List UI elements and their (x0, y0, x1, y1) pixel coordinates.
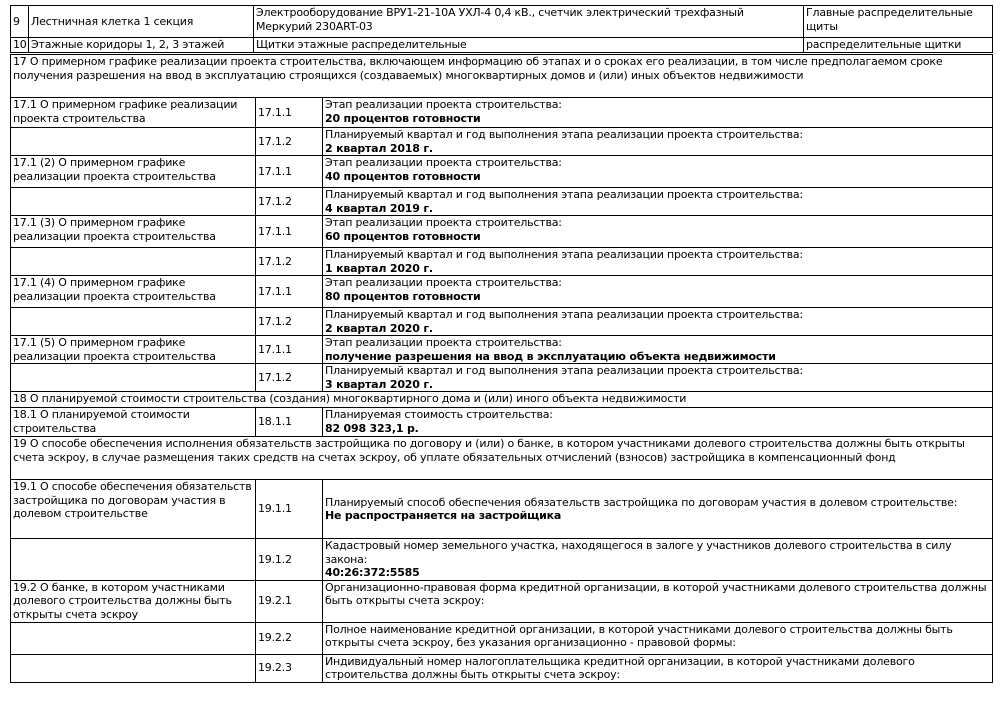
stage-label-empty (11, 308, 256, 336)
row-code (256, 622, 323, 654)
code-text: 17.1.1 (258, 164, 292, 178)
stage-code (256, 336, 323, 364)
field-text: Этап реализации проекта строительства: (325, 156, 562, 169)
label-text: 19.1 О способе обеспечения обязательств застройщика по договорам участия в долевом строительстве (13, 480, 252, 520)
field-value: 40:26:372:5585 (325, 566, 420, 579)
project-info-table (10, 54, 993, 683)
field-text: Планируемая стоимость строительства: (325, 408, 553, 421)
equipment-text: Электрооборудование ВРУ1-21-10А УХЛ-4 0,4 кВ., счетчик электрический трехфазный Меркурий 230ART-03 (256, 6, 744, 33)
cell-purpose (804, 38, 993, 53)
label-text: 17.1 (5) О примерном графике реализации проекта строительства (13, 336, 216, 363)
stage-row (11, 216, 993, 248)
field-text: Индивидуальный номер налогоплательщика кредитной организации, в которой участниками долевого строительства должны быть открыты счета эскроу: (325, 654, 915, 681)
code-text: 19.1.1 (258, 502, 292, 516)
row-label (11, 654, 256, 682)
field-value: 80 процентов готовности (325, 289, 481, 303)
table-row (11, 539, 993, 581)
purpose-text: распределительные щитки (806, 38, 962, 51)
stage-row (11, 336, 993, 364)
stage-code (256, 364, 323, 392)
stage-value (323, 364, 993, 392)
cell-place (29, 6, 254, 38)
cell-place (29, 38, 254, 53)
row-label (11, 539, 256, 581)
field-value: 82 098 323,1 р. (325, 421, 419, 435)
stage-label (11, 276, 256, 308)
label-text: 18.1 О планируемой стоимости строительства (13, 408, 190, 435)
field-text: Планируемый квартал и год выполнения этапа реализации проекта строительства: (325, 308, 803, 321)
code-text: 17.1.2 (258, 314, 292, 328)
label-text: 17.1 (4) О примерном графике реализации проекта строительства (13, 276, 216, 303)
cell-num (11, 38, 29, 53)
equipment-text: Щитки этажные распределительные (256, 38, 467, 51)
label-text: 17.1 (2) О примерном графике реализации проекта строительства (13, 156, 216, 183)
code-text: 17.1.1 (258, 284, 292, 298)
row-value (323, 654, 993, 682)
table-row (11, 408, 993, 437)
row-label (11, 580, 256, 622)
stage-value (323, 336, 993, 364)
row-code (256, 654, 323, 682)
field-text: Планируемый квартал и год выполнения этапа реализации проекта строительства: (325, 248, 803, 261)
section17-title (11, 55, 993, 98)
field-text: Этап реализации проекта строительства: (325, 276, 562, 289)
stage-value (323, 216, 993, 248)
table-row (11, 480, 993, 539)
purpose-text: Главные распределительные щиты (806, 6, 973, 33)
stage-label-empty (11, 248, 256, 276)
field-value: 1 квартал 2020 г. (325, 261, 433, 275)
stage-row (11, 364, 993, 392)
stage-code (256, 188, 323, 216)
stage-value (323, 308, 993, 336)
code-text: 17.1.2 (258, 134, 292, 148)
title-text: 18 О планируемой стоимости строительства (создания) многоквартирного дома и (или) иного объекта недвижимости (13, 392, 687, 405)
stage-code (256, 308, 323, 336)
field-value: 20 процентов готовности (325, 111, 481, 125)
field-value: Не распространяется на застройщика (325, 509, 562, 522)
stage-value (323, 98, 993, 128)
section-header (11, 392, 993, 408)
code-text: 17.1.1 (258, 105, 292, 119)
field-value: 2 квартал 2020 г. (325, 321, 433, 335)
row-label (11, 622, 256, 654)
field-text: Этап реализации проекта строительства: (325, 98, 562, 111)
row-value (323, 622, 993, 654)
row-code (256, 480, 323, 539)
section18-title (11, 392, 993, 408)
num-text: 10 (13, 38, 27, 52)
field-value: 2 квартал 2018 г. (325, 141, 433, 155)
stage-label (11, 336, 256, 364)
stage-label (11, 98, 256, 128)
field-value: получение разрешения на ввод в эксплуатацию объекта недвижимости (325, 349, 776, 363)
stage-code (256, 216, 323, 248)
code-text: 17.1.2 (258, 254, 292, 268)
stage-label-empty (11, 188, 256, 216)
code-text: 17.1.2 (258, 370, 292, 384)
field-text: Планируемый квартал и год выполнения этапа реализации проекта строительства: (325, 128, 803, 141)
cell-equipment (254, 6, 804, 38)
section-header (11, 55, 993, 98)
field-text: Планируемый квартал и год выполнения этапа реализации проекта строительства: (325, 188, 803, 201)
row-value (323, 539, 993, 581)
code-text: 19.1.2 (258, 552, 292, 566)
code-text: 19.2.3 (258, 661, 292, 675)
code-text: 17.1.1 (258, 342, 292, 356)
code-text: 19.2.1 (258, 594, 292, 608)
stage-code (256, 156, 323, 188)
num-text: 9 (13, 14, 20, 28)
cost-label (11, 408, 256, 437)
stage-value (323, 248, 993, 276)
place-text: Этажные коридоры 1, 2, 3 этажей (31, 38, 225, 52)
label-text: 17.1 (3) О примерном графике реализации проекта строительства (13, 216, 216, 243)
row-value (323, 480, 993, 539)
stage-code (256, 276, 323, 308)
section19-title (11, 437, 993, 480)
stage-code (256, 248, 323, 276)
field-value: 60 процентов готовности (325, 229, 481, 243)
cell-num (11, 6, 29, 38)
code-text: 19.2.2 (258, 631, 292, 645)
stage-code (256, 98, 323, 128)
label-text: 17.1 О примерном графике реализации проекта строительства (13, 98, 238, 125)
stage-value (323, 188, 993, 216)
field-text: Этап реализации проекта строительства: (325, 336, 562, 349)
stage-row (11, 128, 993, 156)
stage-code (256, 128, 323, 156)
stage-value (323, 128, 993, 156)
table-row (11, 622, 993, 654)
field-text: Планируемый квартал и год выполнения этапа реализации проекта строительства: (325, 364, 803, 377)
title-text: 17 О примерном графике реализации проекта строительства, включающем информацию об этапах и о сроках его реализации, в том числе предполагаемом сроке получения разрешения на ввод в эксплуатацию строящихся (создаваемых) многоквартирных домов и (или) иных объектов недвижимости (13, 55, 943, 82)
row-code (256, 580, 323, 622)
section-header (11, 437, 993, 480)
row-value (323, 580, 993, 622)
table-row (11, 6, 993, 38)
code-text: 17.1.1 (258, 224, 292, 238)
code-text: 17.1.2 (258, 194, 292, 208)
field-value: 3 квартал 2020 г. (325, 377, 433, 391)
stage-row (11, 248, 993, 276)
stage-label-empty (11, 364, 256, 392)
label-text: 19.2 О банке, в котором участниками долевого строительства должны быть открыты счета эскроу (13, 580, 232, 621)
stage-value (323, 156, 993, 188)
table-row (11, 580, 993, 622)
stage-label (11, 216, 256, 248)
field-value: 40 процентов готовности (325, 169, 481, 183)
equipment-table (10, 5, 993, 53)
stage-label-empty (11, 128, 256, 156)
stage-row (11, 276, 993, 308)
stage-row (11, 188, 993, 216)
cost-code (256, 408, 323, 437)
field-value: 4 квартал 2019 г. (325, 201, 433, 215)
code-text: 18.1.1 (258, 415, 292, 429)
row-code (256, 539, 323, 581)
row-label (11, 480, 256, 539)
table-row (11, 38, 993, 53)
stage-row (11, 308, 993, 336)
cost-value (323, 408, 993, 437)
stage-row (11, 156, 993, 188)
cell-purpose (804, 6, 993, 38)
title-text: 19 О способе обеспечения исполнения обязательств застройщика по договору и (или) о банке, в котором участниками долевого строительства должны быть открыты счета эскроу, в случае размещения таких средств на счетах эскроу, об уплате обязательных отчислений (взносов) застройщика в компенсационный фонд (13, 437, 965, 464)
cell-equipment (254, 38, 804, 53)
stage-value (323, 276, 993, 308)
field-text: Планируемый способ обеспечения обязательств застройщика по договорам участия в долевом строительстве: (325, 495, 958, 509)
table-row (11, 654, 993, 682)
field-text: Полное наименование кредитной организации, в которой участниками долевого строительства должны быть открыты счета эскроу, без указания организационно - правовой формы: (325, 622, 953, 649)
field-text: Этап реализации проекта строительства: (325, 216, 562, 229)
place-text: Лестничная клетка 1 секция (31, 14, 194, 28)
field-text: Кадастровый номер земельного участка, находящегося в залоге у участников долевого строительства в силу закона: (325, 539, 952, 566)
field-text: Организационно-правовая форма кредитной организации, в которой участниками долевого строительства должны быть открыты счета эскроу: (325, 580, 987, 607)
stage-row (11, 98, 993, 128)
stage-label (11, 156, 256, 188)
